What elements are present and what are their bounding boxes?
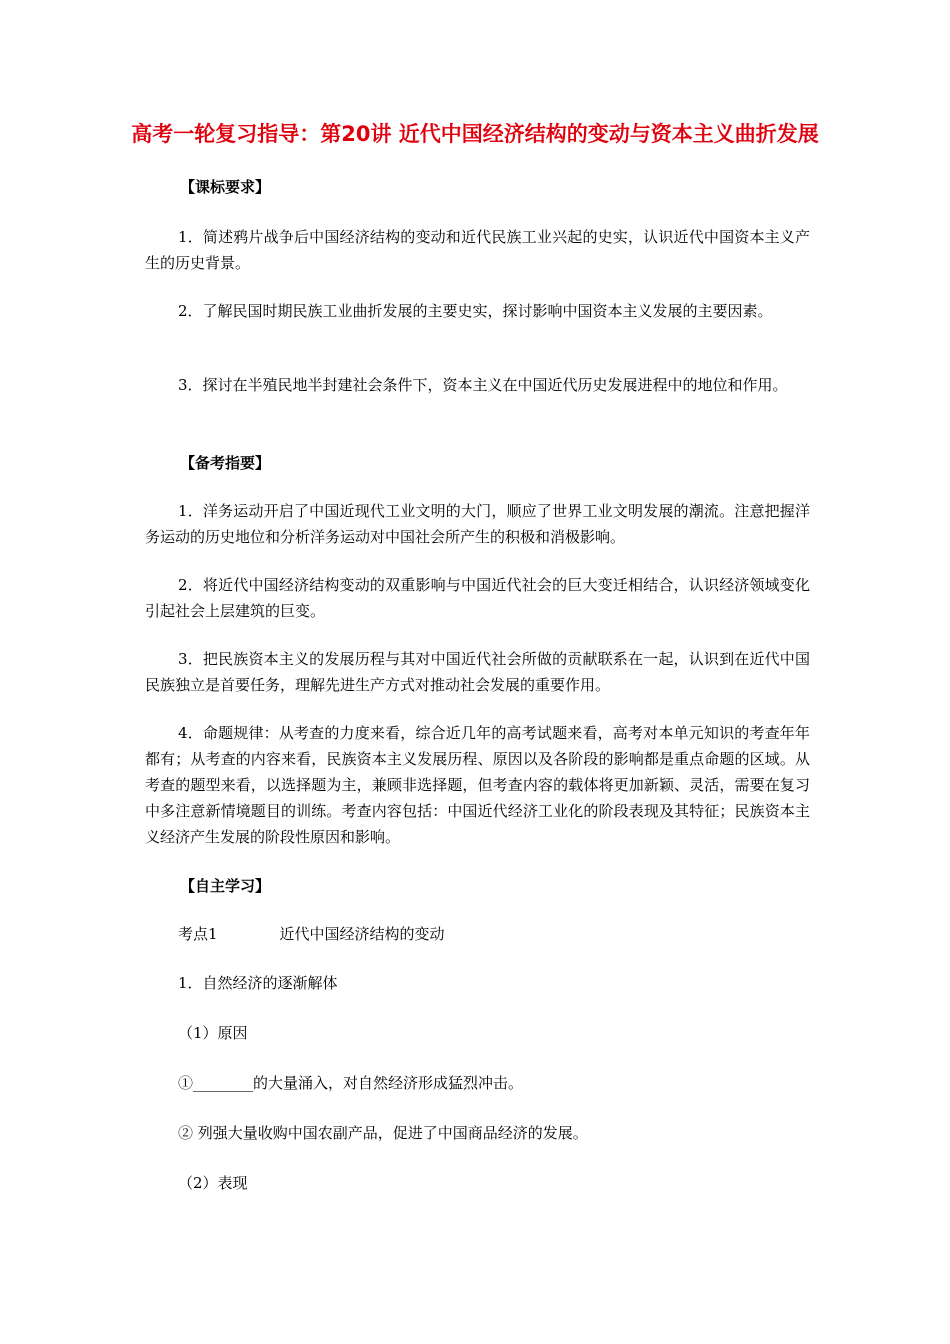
- kebiao-item-1: 1．简述鸦片战争后中国经济结构的变动和近代民族工业兴起的史实，认识近代中国资本主义产生的历史背景。: [145, 228, 810, 272]
- kaodian-label: 考点1: [178, 925, 218, 943]
- kaodian-line: [178, 923, 445, 944]
- section-heading-kebiao: 【课标要求】: [180, 178, 271, 196]
- section-heading-beikao: 【备考指要】: [180, 454, 271, 472]
- outline-line-1: 1．自然经济的逐渐解体: [178, 974, 338, 992]
- document-title: 高考一轮复习指导：第20讲 近代中国经济结构的变动与资本主义曲折发展: [131, 122, 819, 146]
- section-heading-zizhu: 【自主学习】: [180, 877, 271, 895]
- beikao-item-4: 4．命题规律：从考查的力度来看，综合近几年的高考试题来看，高考对本单元知识的考查年年都有；从考查的内容来看，民族资本主义发展历程、原因以及各阶段的影响都是重点命题的区域。从考查的题型来看，以选择题为主，兼顾非选择题，但考查内容的载体将更加新颖、灵活，需要在复习中多注意新情境题目的训练。考查内容包括：中国近代经济工业化的阶段表现及其特征；民族资本主义经济产生发展的阶段性原因和影响。: [145, 724, 810, 846]
- beikao-item-2: 2．将近代中国经济结构变动的双重影响与中国近代社会的巨大变迁相结合，认识经济领域变化引起社会上层建筑的巨变。: [145, 576, 810, 620]
- outline-line-3: ①________的大量涌入，对自然经济形成猛烈冲击。: [178, 1074, 524, 1092]
- outline-line-4: ② 列强大量收购中国农副产品，促进了中国商品经济的发展。: [178, 1124, 588, 1142]
- outline-line-5: （2）表现: [178, 1174, 248, 1192]
- kaodian-title: 近代中国经济结构的变动: [279, 925, 445, 943]
- kebiao-item-3: 3．探讨在半殖民地半封建社会条件下，资本主义在中国近代历史发展进程中的地位和作用。: [178, 376, 788, 394]
- beikao-item-3: 3．把民族资本主义的发展历程与其对中国近代社会所做的贡献联系在一起，认识到在近代中国民族独立是首要任务，理解先进生产方式对推动社会发展的重要作用。: [145, 650, 810, 694]
- outline-line-2: （1）原因: [178, 1024, 248, 1042]
- kebiao-item-2: 2．了解民国时期民族工业曲折发展的主要史实，探讨影响中国资本主义发展的主要因素。: [178, 302, 773, 320]
- beikao-item-1: 1．洋务运动开启了中国近现代工业文明的大门，顺应了世界工业文明发展的潮流。注意把握洋务运动的历史地位和分析洋务运动对中国社会所产生的积极和消极影响。: [145, 502, 810, 546]
